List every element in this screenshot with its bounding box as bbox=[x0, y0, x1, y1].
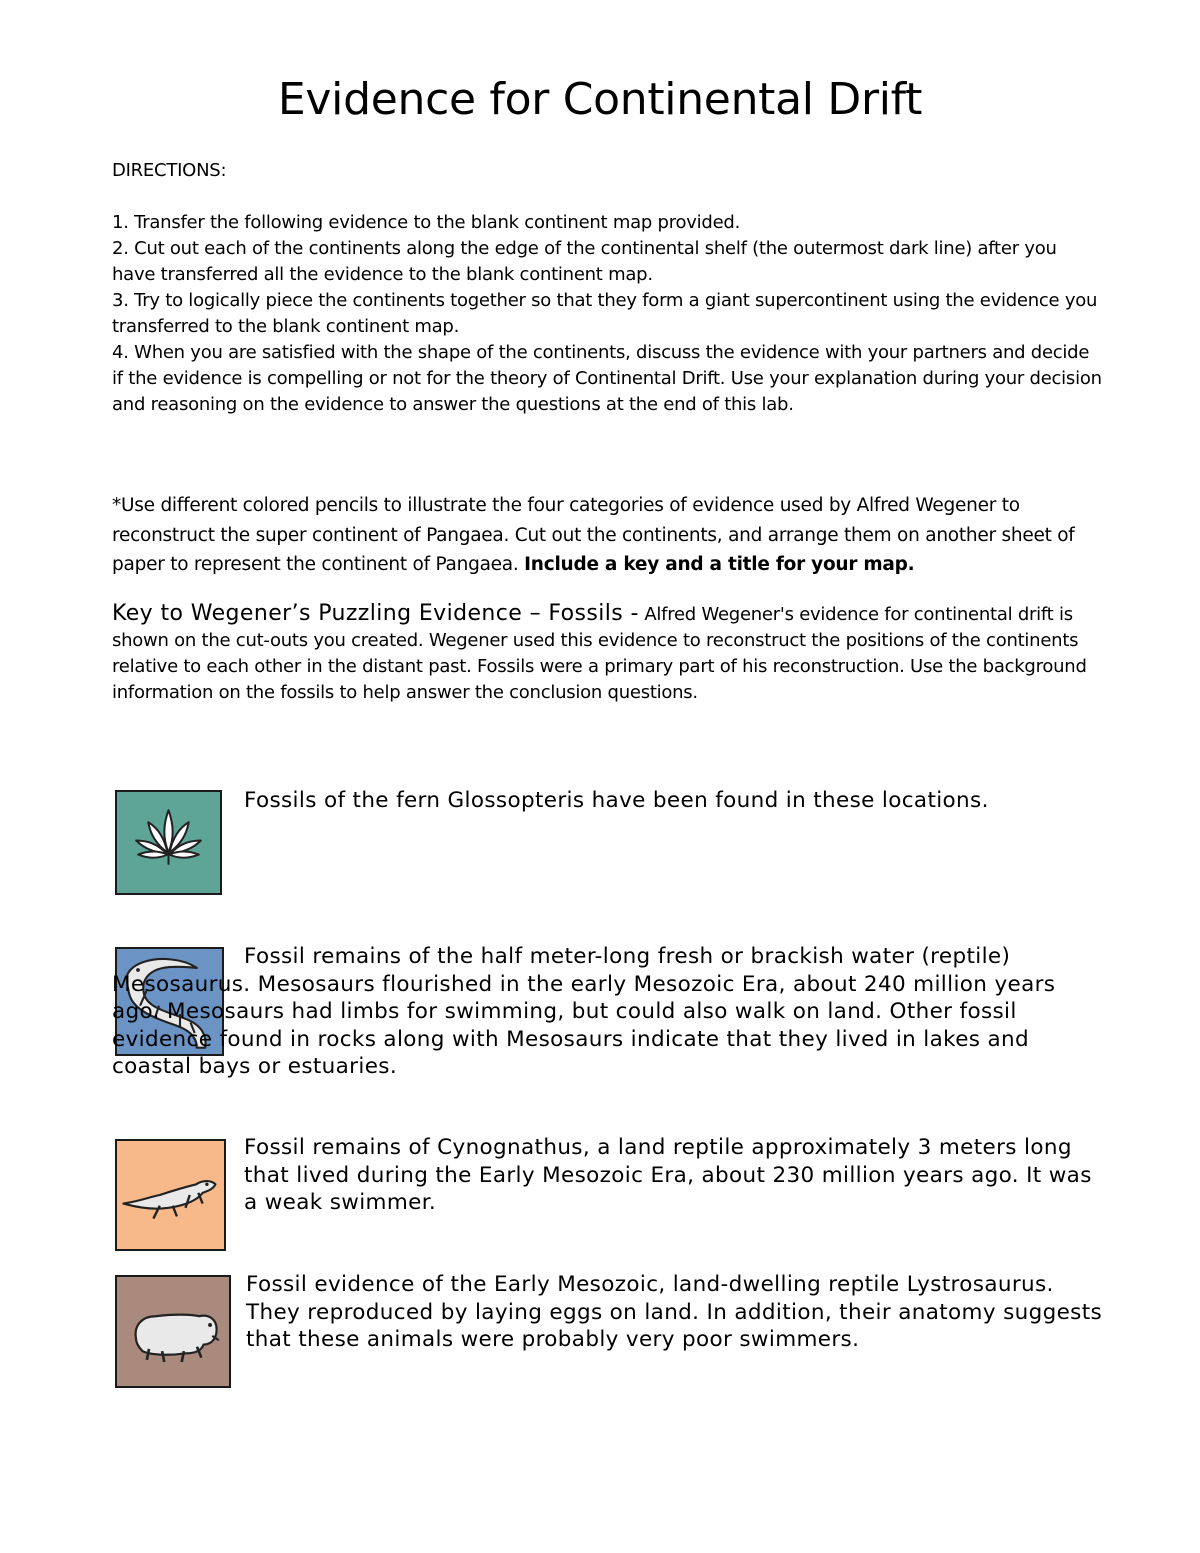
fossil-key-intro bbox=[112, 601, 1102, 706]
map-key-instruction: Include a key and a title for your map. bbox=[524, 554, 915, 575]
mesosaurus-description-text: Fossil remains of the half meter-long fresh or brackish water (reptile) Mesosaurus. Mesosaurs flourished in the early Mesozoic Era, about 240 million years ago. Mesosaurs had limbs for swimming, but could also walk on land. Other fossil evidence found in rocks along with Mesosaurs indicate that they lived in lakes and coastal bays or estuaries. bbox=[112, 944, 1056, 1079]
lystrosaurus-icon bbox=[115, 1275, 231, 1388]
colored-pencils-note bbox=[112, 491, 1102, 580]
direction-step-3: 3. Try to logically piece the continents together so that they form a giant supercontinent using the evidence you transferred to the blank continent map. bbox=[112, 290, 1098, 337]
fossil-key-heading: Key to Wegener’s Puzzling Evidence – Fossils - bbox=[112, 601, 639, 626]
glossopteris-description: Fossils of the fern Glossopteris have been found in these locations. bbox=[244, 788, 989, 813]
directions-section bbox=[112, 158, 1102, 418]
page-title: Evidence for Continental Drift bbox=[277, 74, 923, 125]
direction-step-1: 1. Transfer the following evidence to the blank continent map provided. bbox=[112, 212, 741, 233]
direction-step-2: 2. Cut out each of the continents along the edge of the continental shelf (the outermost dark line) after you have transferred all the evidence to the blank continent map. bbox=[112, 238, 1057, 285]
directions-label: DIRECTIONS: bbox=[112, 160, 227, 181]
direction-step-4: 4. When you are satisfied with the shape of the continents, discuss the evidence with your partners and decide if the evidence is compelling or not for the theory of Continental Drift. Use your explanation during your decision and reasoning on the evidence to answer the questions at the end of this lab. bbox=[112, 342, 1102, 415]
lystrosaurus-description: Fossil evidence of the Early Mesozoic, land-dwelling reptile Lystrosaurus. They reproduced by laying eggs on land. In addition, their anatomy suggests that these animals were probably very poor swimmers. bbox=[246, 1272, 1103, 1352]
colored-pencils-instructions: *Use different colored pencils to illustrate the four categories of evidence used by Alfred Wegener to reconstruct the super continent of Pangaea. Cut out the continents, and arrange them on another sheet of paper to represent the continent of Pangaea. bbox=[112, 495, 1075, 575]
cynognathus-icon bbox=[115, 1139, 226, 1251]
cynognathus-description: Fossil remains of Cynognathus, a land reptile approximately 3 meters long that lived during the Early Mesozoic Era, about 230 million years ago. It was a weak swimmer. bbox=[244, 1135, 1092, 1215]
fern-icon bbox=[115, 790, 222, 895]
fossil-key-body: Alfred Wegener's evidence for continental drift is shown on the cut-outs you created. Wegener used this evidence to reconstruct the positions of the continents relative to each other in the distant past. Fossils were a primary part of his reconstruction. Use the background information on the fossils to help answer the conclusion questions. bbox=[112, 604, 1087, 703]
mesosaurus-description bbox=[112, 943, 1102, 1081]
spacer bbox=[112, 184, 1102, 210]
